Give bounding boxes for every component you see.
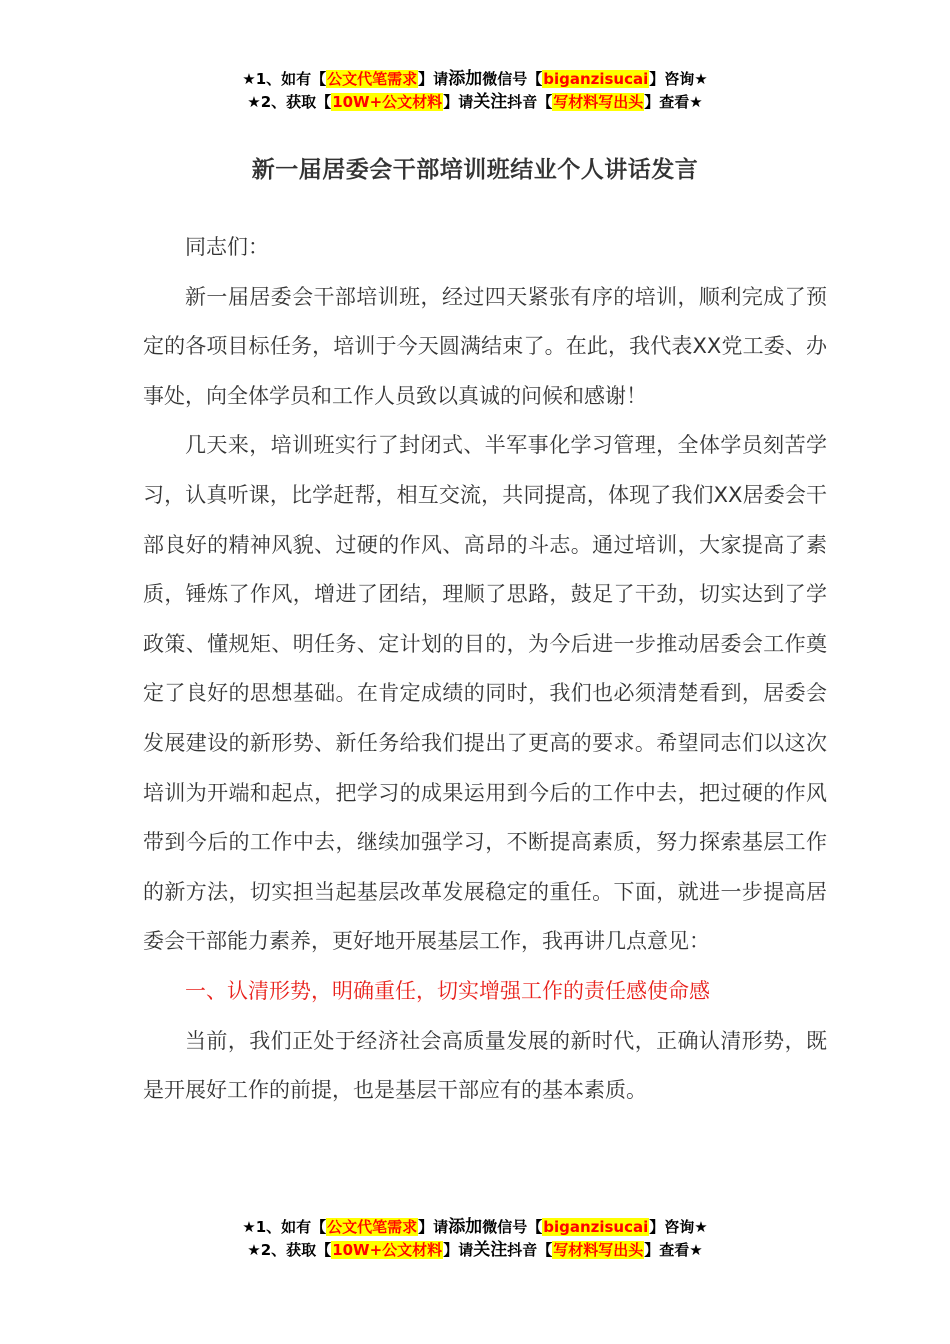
document-body [143, 223, 827, 1116]
promo-highlight: 写材料写出头 [553, 93, 644, 111]
promo-emphasis: 关注 [473, 92, 508, 112]
promo-text: 】查看★ [644, 93, 703, 111]
promo-highlight: biganzisucai [543, 70, 649, 88]
promo-emphasis: 添加 [448, 69, 483, 89]
section-heading: 一、认清形势，明确重任，切实增强工作的责任感使命感 [185, 978, 710, 1003]
promo-text: ★1、如有【 [242, 70, 327, 88]
promo-banner-bottom [0, 1216, 950, 1262]
promo-line-1 [0, 68, 950, 91]
promo-highlight: 公文代笔需求 [327, 70, 418, 88]
promo-text: 】查看★ [644, 1241, 703, 1259]
document-title: 新一届居委会干部培训班结业个人讲话发言 [251, 157, 699, 183]
greeting: 同志们： [185, 235, 269, 259]
promo-text: ★1、如有【 [242, 1218, 327, 1236]
promo-line-1 [0, 1216, 950, 1239]
promo-text: 微信号【 [482, 1218, 543, 1236]
promo-text: 抖音【 [507, 93, 553, 111]
promo-text: 】咨询★ [649, 1218, 708, 1236]
promo-text: ★2、获取【 [247, 1241, 332, 1259]
promo-highlight: 10W+公文材料 [332, 1241, 443, 1259]
promo-text: 抖音【 [507, 1241, 553, 1259]
body-paragraph: 当前，我们正处于经济社会高质量发展的新时代，正确认清形势，既是开展好工作的前提，也是基层干部应有的基本素质。 [143, 1028, 827, 1103]
promo-highlight: 公文代笔需求 [327, 1218, 418, 1236]
promo-text: 】请 [443, 93, 474, 111]
promo-text: 】请 [443, 1241, 474, 1259]
promo-text: ★2、获取【 [247, 93, 332, 111]
promo-line-2 [0, 1239, 950, 1262]
promo-highlight: 10W+公文材料 [332, 93, 443, 111]
body-paragraph: 新一届居委会干部培训班，经过四天紧张有序的培训，顺利完成了预定的各项目标任务，培训于今天圆满结束了。在此，我代表XX党工委、办事处，向全体学员和工作人员致以真诚的问候和感谢！ [143, 284, 827, 408]
promo-line-2 [0, 91, 950, 114]
promo-text: 】咨询★ [649, 70, 708, 88]
promo-text: 】请 [418, 1218, 449, 1236]
promo-text: 微信号【 [482, 70, 543, 88]
promo-banner-top [0, 68, 950, 114]
promo-emphasis: 添加 [448, 1217, 483, 1237]
promo-text: 】请 [418, 70, 449, 88]
promo-highlight: biganzisucai [543, 1218, 649, 1236]
promo-highlight: 写材料写出头 [553, 1241, 644, 1259]
body-paragraph: 几天来，培训班实行了封闭式、半军事化学习管理，全体学员刻苦学习，认真听课，比学赶帮，相互交流，共同提高，体现了我们XX居委会干部良好的精神风貌、过硬的作风、高昂的斗志。通过培训，大家提高了素质，锤炼了作风，增进了团结，理顺了思路，鼓足了干劲，切实达到了学政策、懂规矩、明任务、定计划的目的，为今后进一步推动居委会工作奠定了良好的思想基础。在肯定成绩的同时，我们也必须清楚看到，居委会发展建设的新形势、新任务给我们提出了更高的要求。希望同志们以这次培训为开端和起点，把学习的成果运用到今后的工作中去，把过硬的作风带到今后的工作中去，继续加强学习，不断提高素质，努力探索基层工作的新方法，切实担当起基层改革发展稳定的重任。下面，就进一步提高居委会干部能力素养，更好地开展基层工作，我再讲几点意见： [143, 433, 827, 954]
promo-emphasis: 关注 [473, 1240, 508, 1260]
